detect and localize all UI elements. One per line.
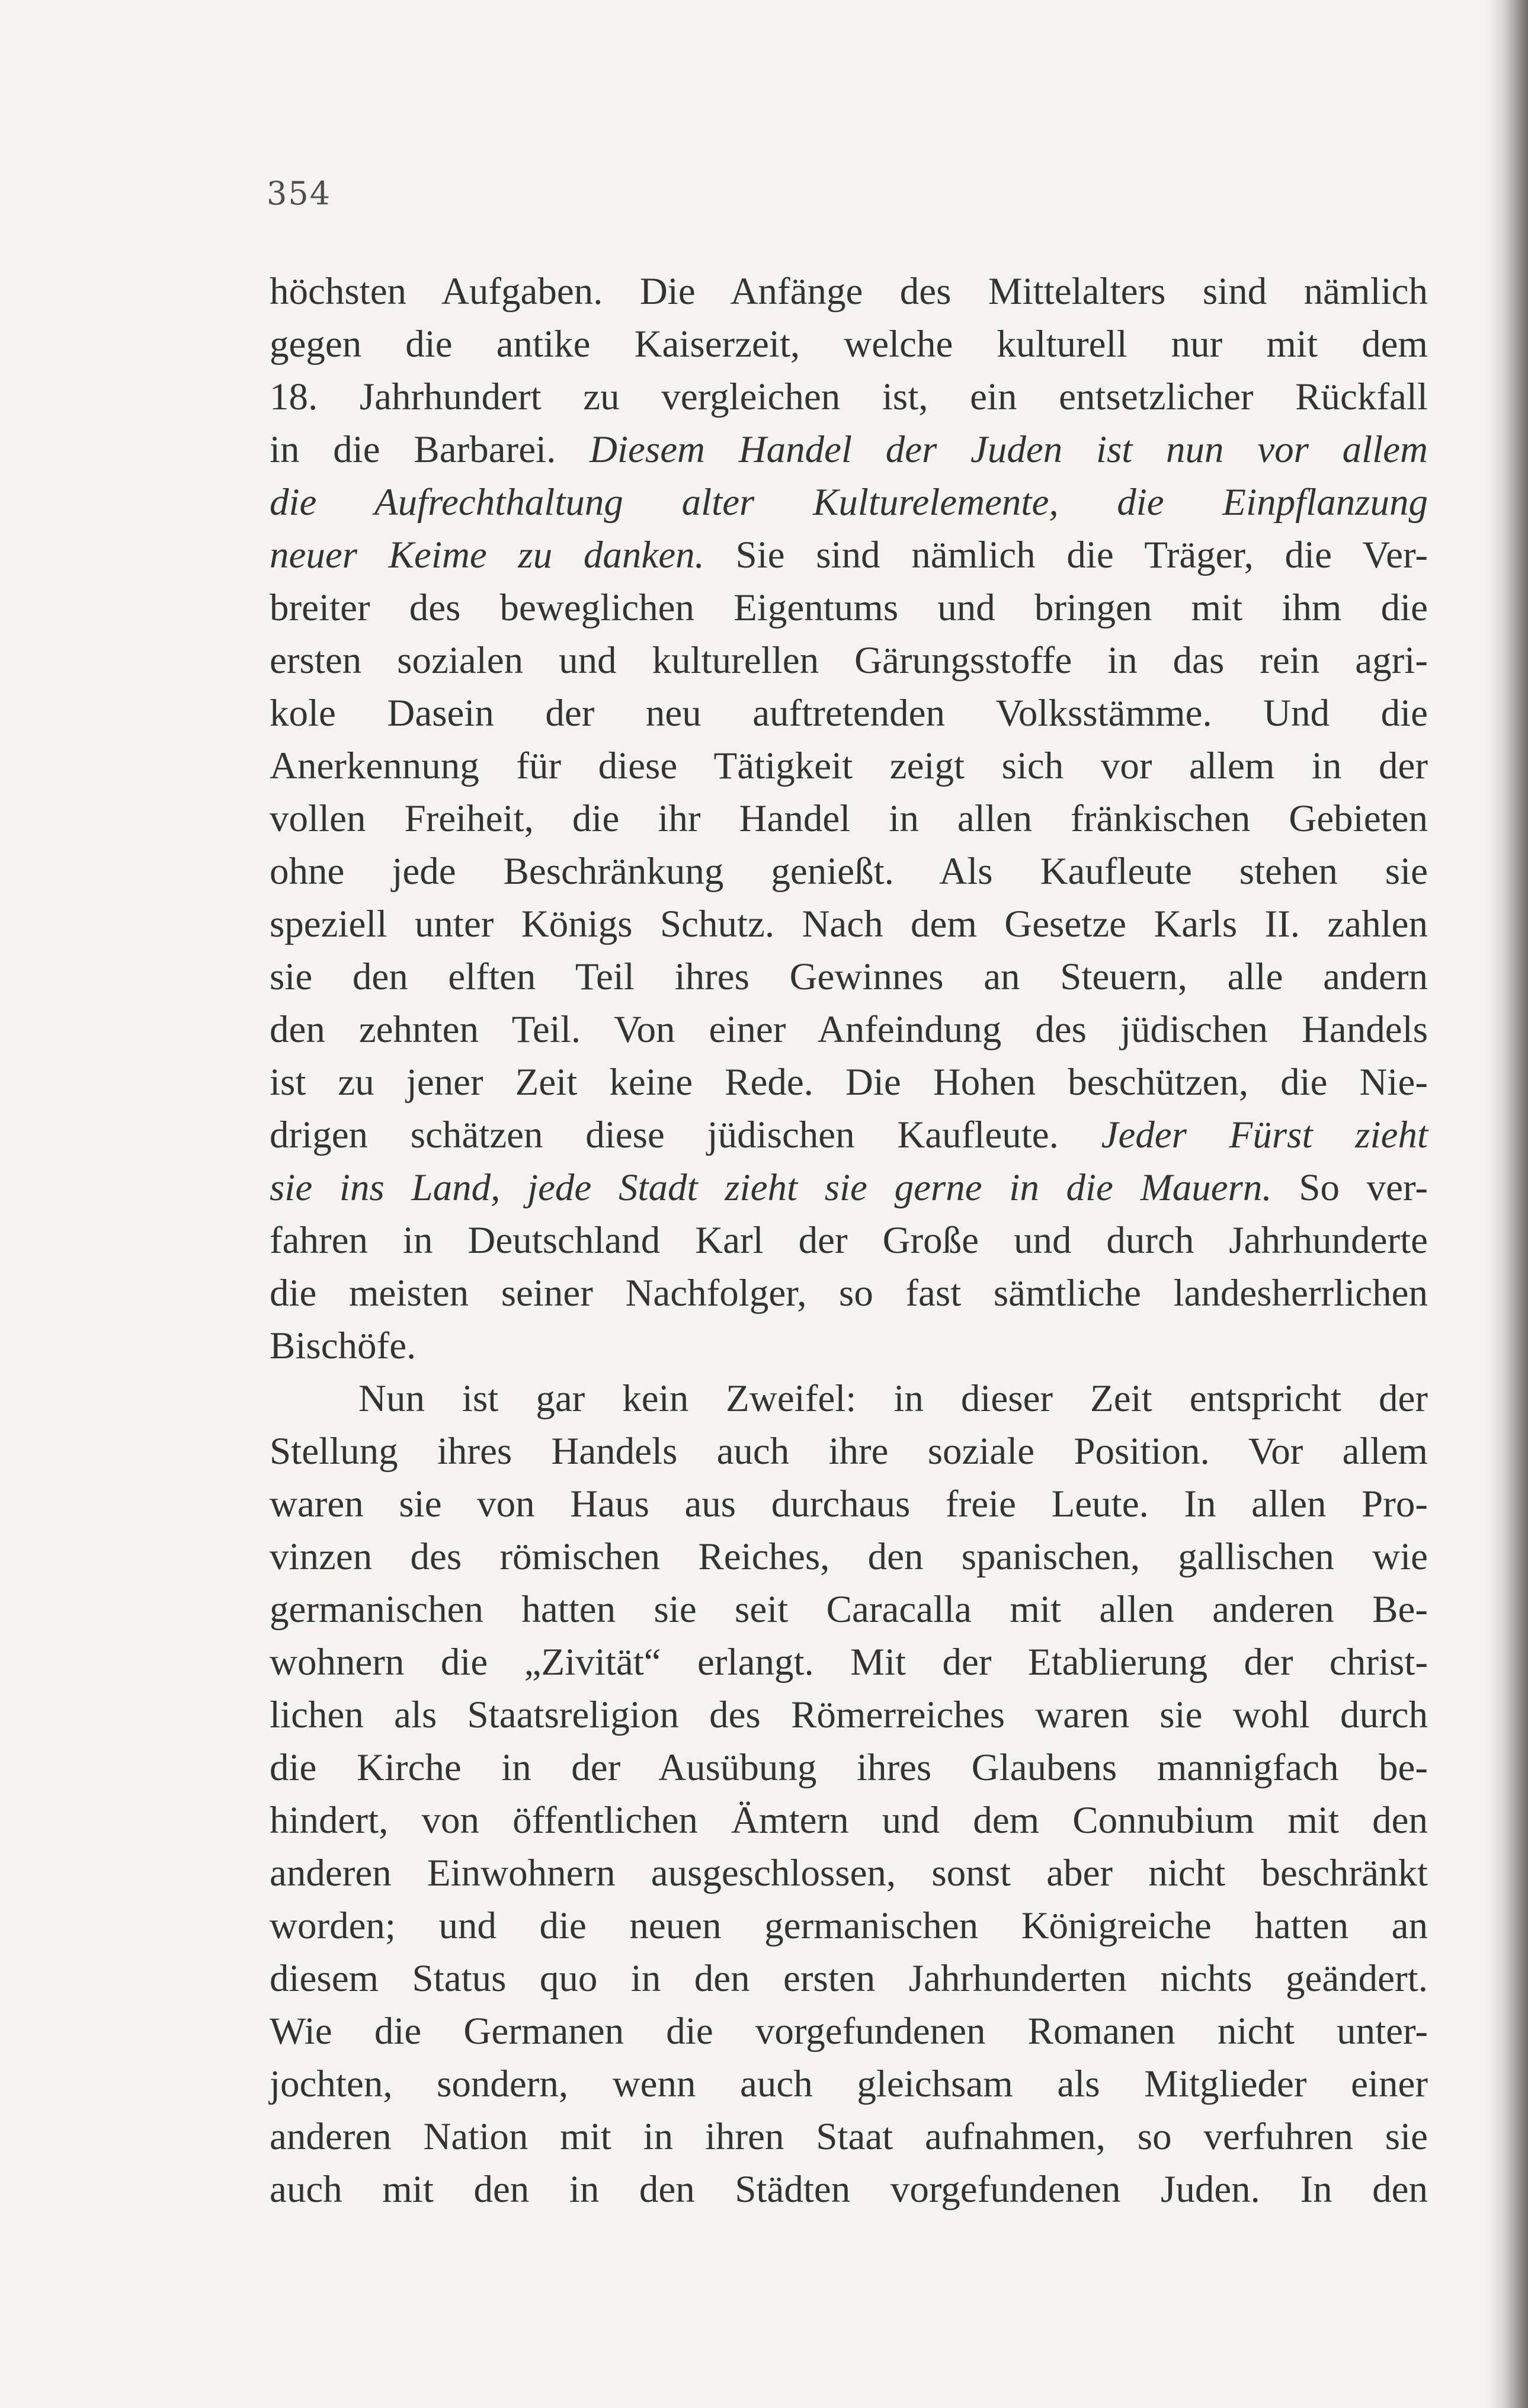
- text-line: ist zu jener Zeit keine Rede. Die Hohen beschützen, die Nie-: [270, 1061, 1428, 1104]
- text-line: den zehnten Teil. Von einer Anfeindung des jüdischen Handels: [270, 1008, 1428, 1051]
- page-edge-shadow: [1487, 0, 1528, 2408]
- text-line: hindert, von öffentlichen Ämtern und dem Connubium mit den: [270, 1799, 1428, 1842]
- text-line: [270, 1162, 1428, 1214]
- text-line: fahren in Deutschland Karl der Große und durch Jahrhunderte: [270, 1219, 1428, 1262]
- text-run: in die Barbarei.: [270, 428, 590, 471]
- text-line: auch mit den in den Städten vorgefundenen Juden. In den: [270, 2168, 1428, 2211]
- text-line: [270, 529, 1428, 582]
- text-line: wohnern die „Zivität“ erlangt. Mit der Etablierung der christ-: [270, 1641, 1428, 1684]
- text-line: kole Dasein der neu auftretenden Volksstämme. Und die: [270, 692, 1428, 735]
- text-line: 18. Jahrhundert zu vergleichen ist, ein entsetzlicher Rückfall: [270, 376, 1428, 418]
- text-line: Wie die Germanen die vorgefundenen Romanen nicht unter-: [270, 2010, 1428, 2053]
- text-line: vinzen des römischen Reiches, den spanischen, gallischen wie: [270, 1535, 1428, 1578]
- emphasis-run: Diesem Handel der Juden ist nun vor allem: [590, 428, 1428, 471]
- text-line: die meisten seiner Nachfolger, so fast sämtliche landesherrlichen: [270, 1272, 1428, 1314]
- text-line: waren sie von Haus aus durchaus freie Leute. In allen Pro-: [270, 1483, 1428, 1525]
- text-line: [270, 476, 1428, 529]
- text-run: drigen schätzen diese jüdischen Kaufleute.: [270, 1114, 1101, 1156]
- text-line: diesem Status quo in den ersten Jahrhunderten nichts geändert.: [270, 1957, 1428, 2000]
- text-line: Nun ist gar kein Zweifel: in dieser Zeit entspricht der: [358, 1377, 1428, 1420]
- paragraph-2: [270, 1373, 1428, 2216]
- text-line: [270, 1109, 1428, 1162]
- text-line: sie den elften Teil ihres Gewinnes an Steuern, alle andern: [270, 955, 1428, 998]
- text-run: Sie sind nämlich die Träger, die Ver-: [704, 534, 1428, 576]
- page-number: 354: [267, 175, 332, 212]
- text-line: breiter des beweglichen Eigentums und bringen mit ihm die: [270, 586, 1428, 629]
- paragraph-1: [270, 265, 1428, 1373]
- text-line: Bischöfe.: [270, 1325, 417, 1367]
- emphasis-run: neuer Keime zu danken.: [270, 534, 704, 576]
- text-line: [270, 424, 1428, 476]
- text-line: gegen die antike Kaiserzeit, welche kulturell nur mit dem: [270, 323, 1428, 365]
- text-run: So ver-: [1271, 1166, 1428, 1209]
- text-line: höchsten Aufgaben. Die Anfänge des Mittelalters sind nämlich: [270, 270, 1428, 313]
- text-line: die Kirche in der Ausübung ihres Glaubens mannigfach be-: [270, 1746, 1428, 1789]
- text-line: ohne jede Beschränkung genießt. Als Kaufleute stehen sie: [270, 850, 1428, 893]
- text-line: vollen Freiheit, die ihr Handel in allen fränkischen Gebieten: [270, 797, 1428, 840]
- body-text: [270, 265, 1428, 2216]
- text-line: speziell unter Königs Schutz. Nach dem Gesetze Karls II. zahlen: [270, 903, 1428, 945]
- text-line: worden; und die neuen germanischen Königreiche hatten an: [270, 1904, 1428, 1947]
- text-line: ersten sozialen und kulturellen Gärungsstoffe in das rein agri-: [270, 639, 1428, 682]
- text-line: anderen Einwohnern ausgeschlossen, sonst aber nicht beschränkt: [270, 1852, 1428, 1894]
- text-line: Anerkennung für diese Tätigkeit zeigt sich vor allem in der: [270, 745, 1428, 787]
- emphasis-run: Jeder Fürst zieht: [1101, 1114, 1428, 1156]
- emphasis-run: sie ins Land, jede Stadt zieht sie gerne in die Mauern.: [270, 1166, 1272, 1209]
- emphasis-run: die Aufrechthaltung alter Kulturelemente, die Einpflanzung: [270, 481, 1428, 524]
- text-line: anderen Nation mit in ihren Staat aufnahmen, so verfuhren sie: [270, 2115, 1428, 2158]
- text-line: lichen als Staatsreligion des Römerreiches waren sie wohl durch: [270, 1694, 1428, 1736]
- text-line: jochten, sondern, wenn auch gleichsam als Mitglieder einer: [270, 2063, 1428, 2105]
- text-line: Stellung ihres Handels auch ihre soziale Position. Vor allem: [270, 1430, 1428, 1473]
- text-line: germanischen hatten sie seit Caracalla mit allen anderen Be-: [270, 1588, 1428, 1631]
